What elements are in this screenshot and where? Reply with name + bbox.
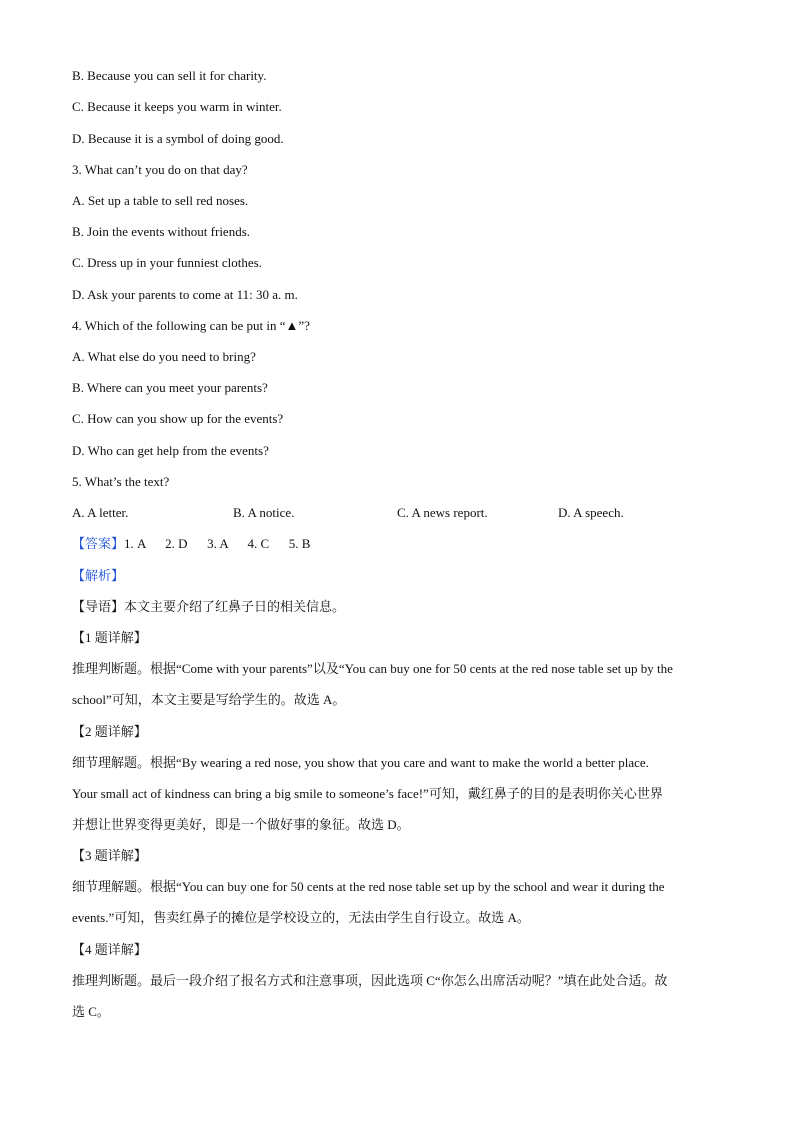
q3-stem: 3. What can’t you do on that day? bbox=[72, 162, 248, 177]
q3-option-c: C. Dress up in your funniest clothes. bbox=[72, 255, 262, 270]
q5-option-b: B. A notice. bbox=[233, 505, 295, 520]
answer-text: 1. A 2. D 3. A 4. C 5. B bbox=[124, 536, 311, 551]
detail-3-heading: 【3 题详解】 bbox=[72, 848, 147, 863]
q3-option-b: B. Join the events without friends. bbox=[72, 224, 251, 239]
answer-label: 【答案】 bbox=[72, 536, 125, 551]
q5-option-d: D. A speech. bbox=[558, 505, 624, 520]
q4-option-b: B. Where can you meet your parents? bbox=[72, 380, 268, 395]
detail-4-line-2: 选 C。 bbox=[72, 1004, 110, 1019]
guide-line bbox=[72, 597, 345, 617]
q2-option-c: C. Because it keeps you warm in winter. bbox=[72, 99, 282, 114]
detail-2-line-2: Your small act of kindness can bring a big smile to someone’s face!”可知，戴红鼻子的目的是表明你关心世界 bbox=[72, 786, 663, 801]
q3-option-d: D. Ask your parents to come at 11: 30 a. m. bbox=[72, 287, 298, 302]
q4-option-d: D. Who can get help from the events? bbox=[72, 443, 269, 458]
q3-option-a: A. Set up a table to sell red noses. bbox=[72, 193, 249, 208]
answer-line bbox=[72, 534, 310, 554]
q5-option-a: A. A letter. bbox=[72, 505, 129, 520]
q4-stem: 4. Which of the following can be put in “▲”? bbox=[72, 318, 310, 333]
detail-4-heading: 【4 题详解】 bbox=[72, 942, 147, 957]
detail-3-line-2: events.”可知，售卖红鼻子的摊位是学校设立的，无法由学生自行设立。故选 A。 bbox=[72, 910, 530, 925]
q4-option-a: A. What else do you need to bring? bbox=[72, 349, 256, 364]
detail-1-line-2: school”可知，本文主要是写给学生的。故选 A。 bbox=[72, 692, 346, 707]
detail-2-line-1: 细节理解题。根据“By wearing a red nose, you show that you care and want to make the world a better place. bbox=[72, 755, 649, 770]
detail-1-heading: 【1 题详解】 bbox=[72, 630, 147, 645]
detail-1-line-1: 推理判断题。根据“Come with your parents”以及“You can buy one for 50 cents at the red nose table set up by the bbox=[72, 661, 673, 676]
guide-text: 本文主要介绍了红鼻子日的相关信息。 bbox=[124, 599, 346, 614]
detail-2-heading: 【2 题详解】 bbox=[72, 724, 147, 739]
detail-3-line-1: 细节理解题。根据“You can buy one for 50 cents at the red nose table set up by the school and wear it during the bbox=[72, 879, 665, 894]
analysis-label: 【解析】 bbox=[72, 568, 125, 583]
q2-option-d: D. Because it is a symbol of doing good. bbox=[72, 131, 284, 146]
guide-label: 【导语】 bbox=[72, 599, 125, 614]
q5-stem: 5. What’s the text? bbox=[72, 474, 170, 489]
q2-option-b: B. Because you can sell it for charity. bbox=[72, 68, 267, 83]
q5-option-c: C. A news report. bbox=[397, 505, 488, 520]
detail-4-line-1: 推理判断题。最后一段介绍了报名方式和注意事项，因此选项 C“你怎么出席活动呢？”填在此处合适。故 bbox=[72, 973, 668, 988]
detail-2-line-3: 并想让世界变得更美好，即是一个做好事的象征。故选 D。 bbox=[72, 817, 410, 832]
q5-options bbox=[72, 503, 722, 523]
q4-option-c: C. How can you show up for the events? bbox=[72, 411, 284, 426]
